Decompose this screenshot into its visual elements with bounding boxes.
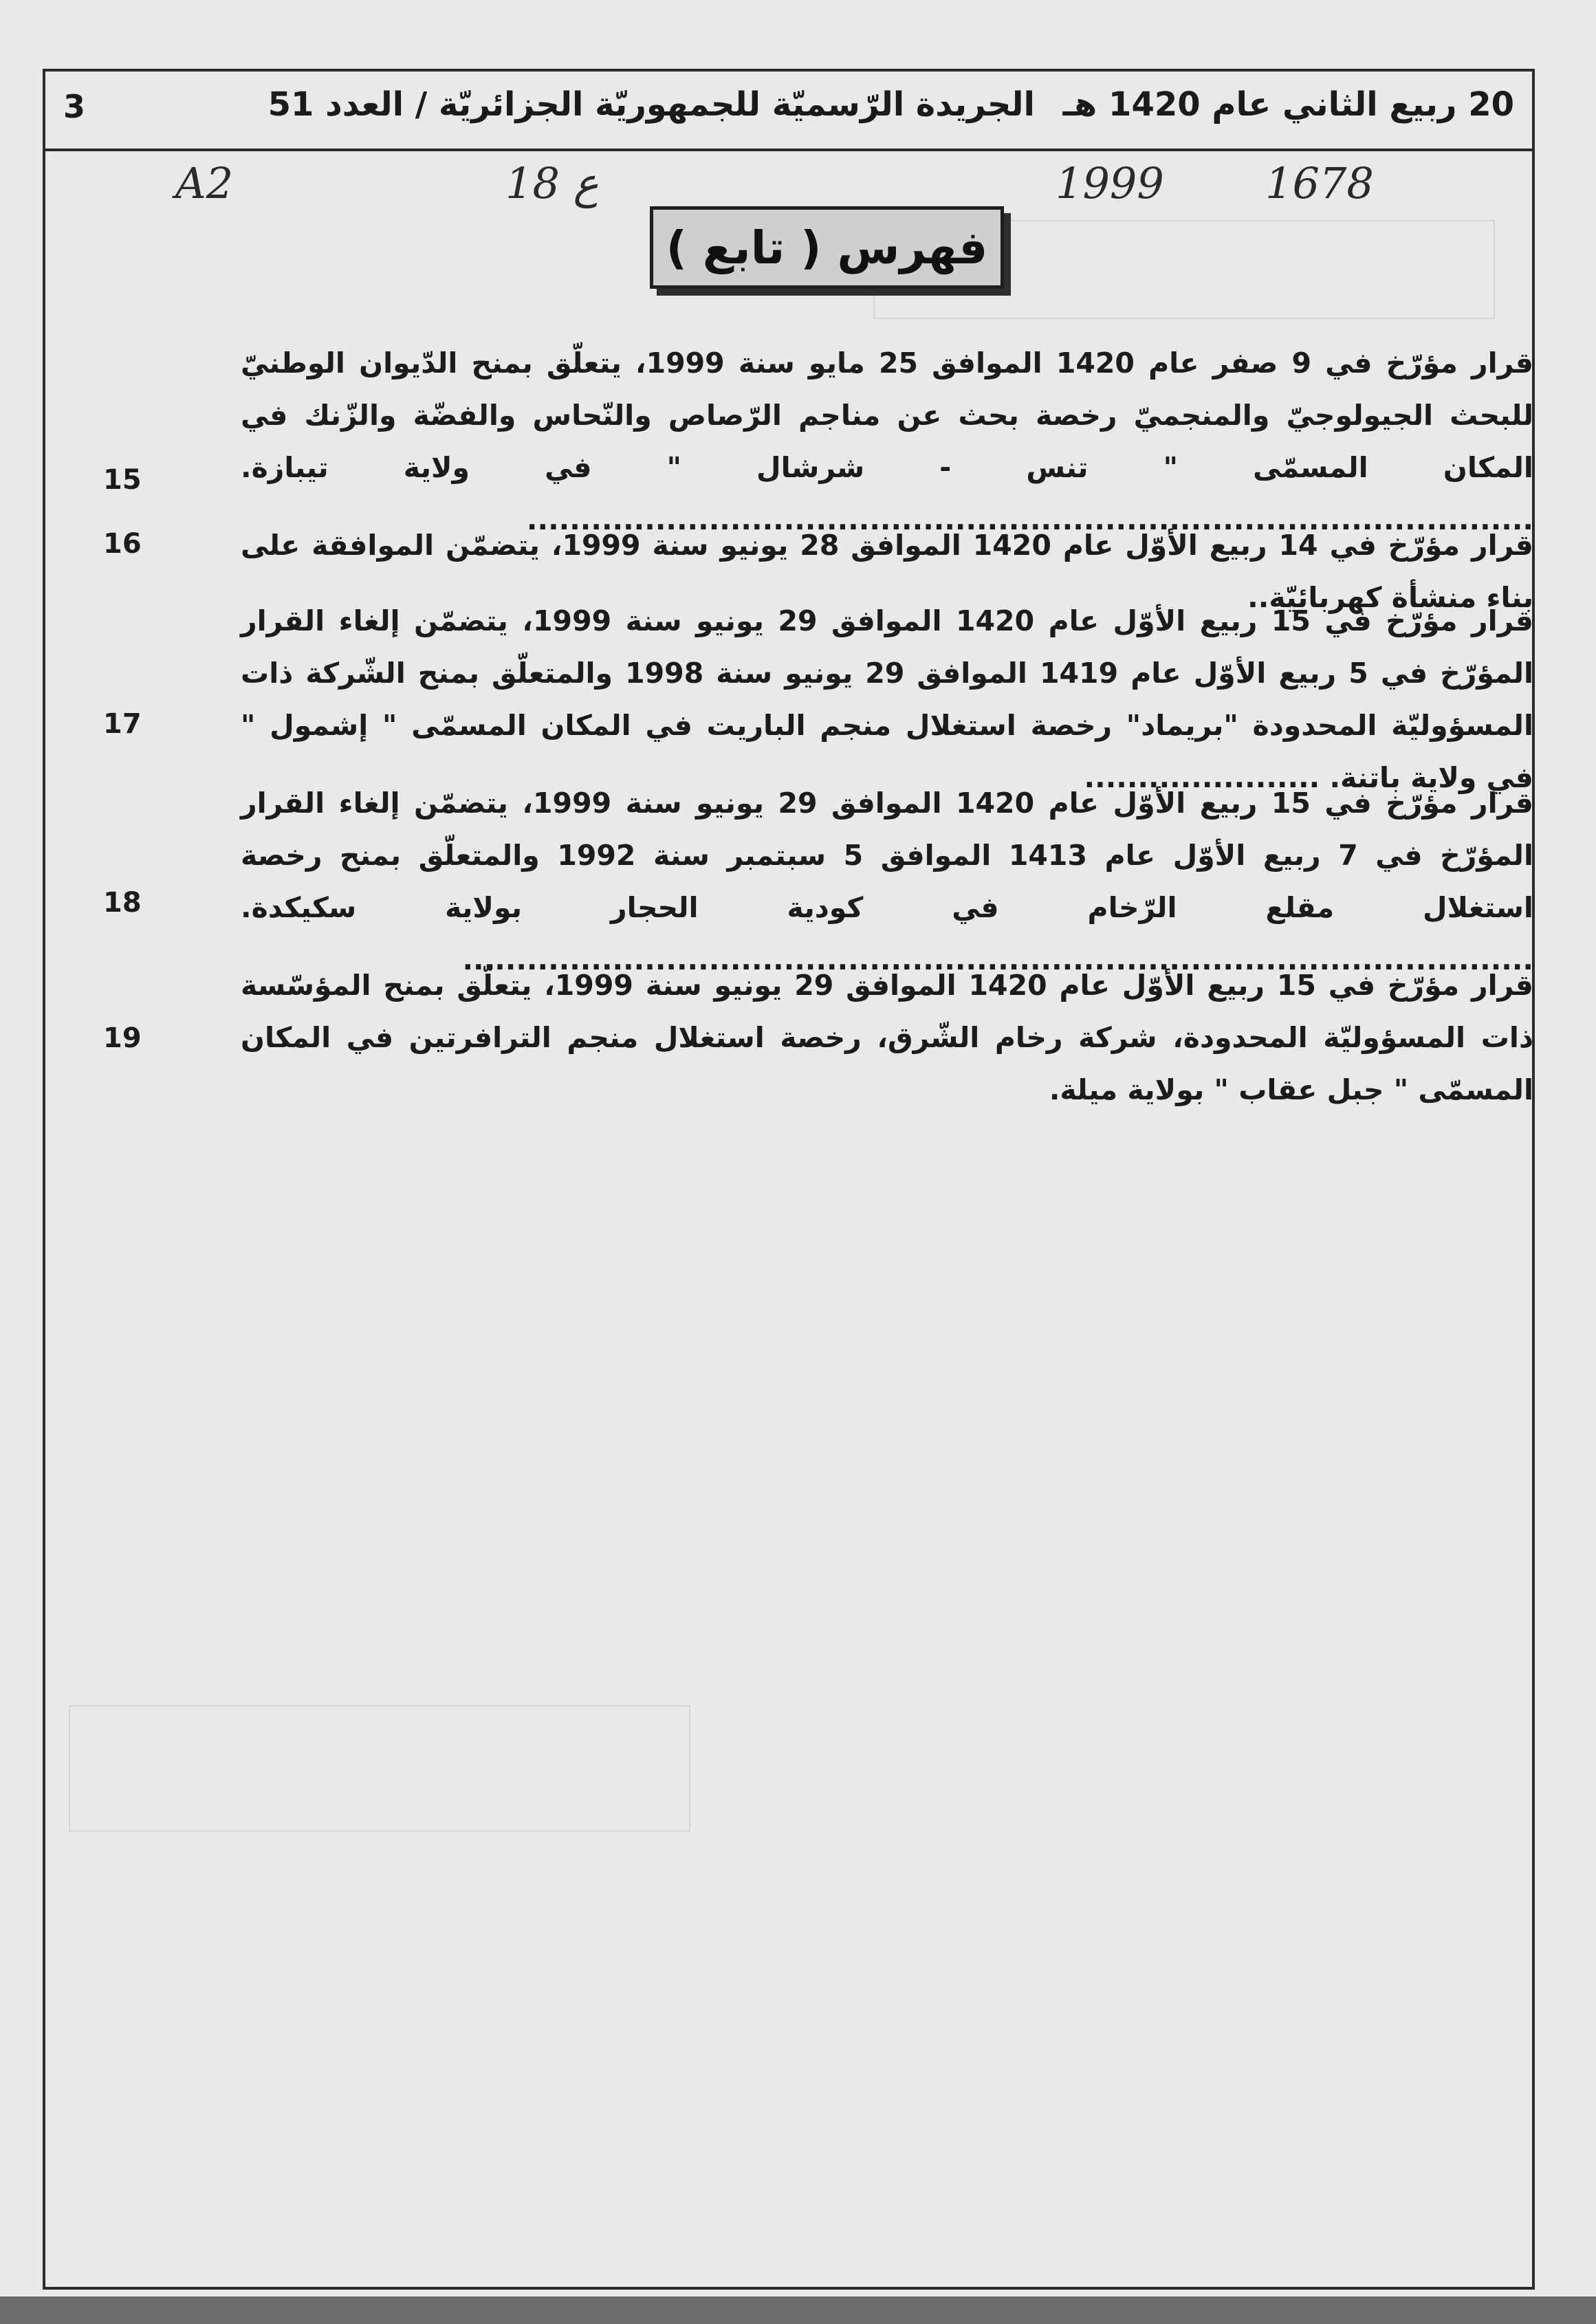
toc-entry-text: قرار مؤرّخ في 15 ربيع الأوّل عام 1420 الموافق 29 يونيو سنة 1999، يتعلّق بمنح المؤسّسة ذات المسؤوليّة المحدودة، شركة رخام الشّرق، رخصة استغلال منجم الترافرتين في المكان المسمّى " جبل عقاب " بولاية ميلة. [241,969,1534,1106]
leader-dots: ...................... [1084,761,1320,794]
scan-bottom-edge [0,2296,1596,2324]
handwritten-note-number: 1678 [1265,158,1374,208]
toc-entry [103,777,1534,976]
handwritten-note-code: ع 18 [505,158,599,208]
toc-entry-page: 17 [103,708,142,740]
handwritten-note-year: 1999 [1056,158,1164,208]
toc-entry-page: 16 [103,528,142,560]
section-title: فهرس ( تابع ) [650,206,1004,289]
toc-entry [103,595,1534,794]
leader-dots: .............................................................................................. [526,503,1533,536]
toc-entry-page: 15 [103,464,142,496]
toc-entry-page: 18 [103,887,142,919]
page-number: 3 [63,88,86,125]
handwritten-note-left: A2 [175,158,234,208]
toc-entry-page: 19 [103,1022,142,1054]
header-journal: الجريدة الرّسميّة للجمهوريّة الجزائريّة / العدد 51 [267,85,1035,124]
bleed-through-block [69,1705,690,1832]
toc-entry-text: قرار مؤرّخ في 9 صفر عام 1420 الموافق 25 مايو سنة 1999، يتعلّق بمنح الدّيوان الوطنيّ للبحث الجيولوجيّ والمنجميّ رخصة بحث عن مناجم الرّصاص والنّحاس والفضّة والزّنك في المكان المسمّى " تنس - شرشال " في ولاية تيبازة. .............................................................................................. [241,347,1534,536]
header-title [252,85,1514,124]
toc-entry-text: قرار مؤرّخ في 15 ربيع الأوّل عام 1420 الموافق 29 يونيو سنة 1999، يتضمّن إلغاء القرار المؤرّخ في 7 ربيع الأوّل عام 1413 الموافق 5 سبتمبر سنة 1992 والمتعلّق بمنح رخصة استغلال مقلع الرّخام في كودية الحجار بولاية سكيكدة. .................................................................................................... [241,787,1534,976]
toc-entry [103,959,1534,1106]
leader-dots: .................................................................................................... [462,943,1533,976]
header-date: 20 ربيع الثاني عام 1420 هـ [1062,85,1514,124]
page-header [43,69,1535,151]
toc-entry-text: قرار مؤرّخ في 14 ربيع الأوّل عام 1420 الموافق 28 يونيو سنة 1999، يتضمّن الموافقة على بناء منشأة كهربائيّة.. [241,529,1533,614]
toc-entry-text: قرار مؤرّخ في 15 ربيع الأوّل عام 1420 الموافق 29 يونيو سنة 1999، يتضمّن إلغاء القرار المؤرّخ في 5 ربيع الأوّل عام 1419 الموافق 29 يونيو سنة 1998 والمتعلّق بمنح الشّركة ذات المسؤوليّة المحدودة "بريماد" رخصة استغلال منجم الباريت في المكان المسمّى " إشمول " في ولاية باتنة. ...................... [241,604,1534,794]
toc-entry [103,337,1534,536]
toc-entry [103,519,1533,614]
